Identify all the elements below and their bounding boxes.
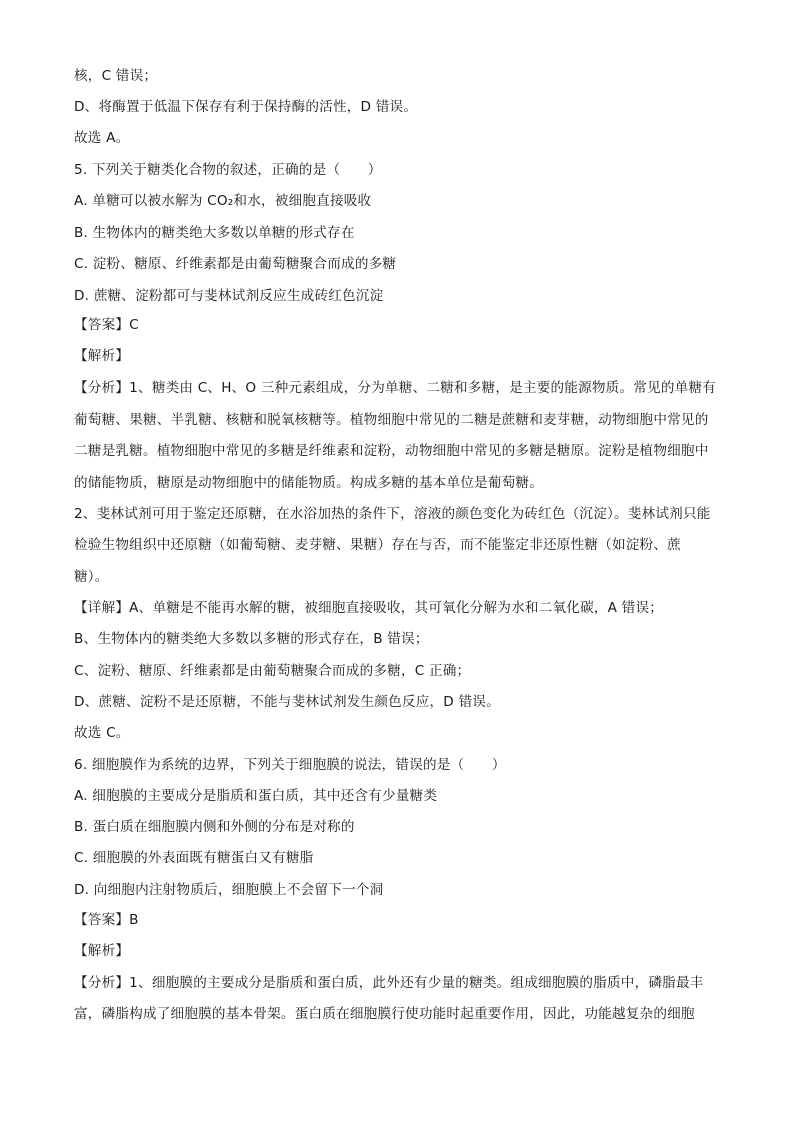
question-5-analysis-heading: 【解析】 — [74, 348, 130, 364]
question-6-answer: 【答案】B — [74, 912, 139, 928]
text-line: 【详解】A、单糖是不能再水解的糖，被细胞直接吸收，其可氧化分解为水和二氧化碳，A 错误； — [74, 600, 664, 616]
text-line: 2、斐林试剂可用于鉴定还原糖，在水浴加热的条件下，溶液的颜色变化为砖红色（沉淀）。斐林试剂只能 — [74, 506, 711, 522]
question-5-stem: 5. 下列关于糖类化合物的叙述，正确的是（ ） — [74, 162, 382, 178]
text-line: 糖）。 — [74, 569, 109, 585]
text-line: D、蔗糖、淀粉不是还原糖，不能与斐林试剂发生颜色反应，D 错误。 — [74, 694, 500, 710]
question-5-answer: 【答案】C — [74, 317, 139, 333]
question-5-option-a: A. 单糖可以被水解为 CO₂和水，被细胞直接吸收 — [74, 193, 372, 209]
text-line: 葡萄糖、果糖、半乳糖、核糖和脱氧核糖等。植物细胞中常见的二糖是蔗糖和麦芽糖，动物细胞中常见的 — [74, 412, 709, 428]
question-5-option-d: D. 蔗糖、淀粉都可与斐林试剂反应生成砖红色沉淀 — [74, 288, 384, 304]
question-6-option-a: A. 细胞膜的主要成分是脂质和蛋白质，其中还含有少量糖类 — [74, 788, 438, 804]
text-line: B、生物体内的糖类绝大多数以多糖的形式存在，B 错误； — [74, 631, 429, 647]
text-line: 检验生物组织中还原糖（如葡萄糖、麦芽糖、果糖）存在与否，而不能鉴定非还原性糖（如淀粉、蔗 — [74, 537, 681, 553]
text-line: 的储能物质，糖原是动物细胞中的储能物质。构成多糖的基本单位是葡萄糖。 — [74, 475, 543, 491]
question-6-option-d: D. 向细胞内注射物质后，细胞膜上不会留下一个洞 — [74, 882, 384, 898]
text-line: 【分析】1、糖类由 C、H、O 三种元素组成，分为单糖、二糖和多糖，是主要的能源物质。常见的单糖有 — [74, 380, 717, 396]
question-5-option-b: B. 生物体内的糖类绝大多数以单糖的形式存在 — [74, 225, 355, 241]
text-line: D、将酶置于低温下保存有利于保持酶的活性，D 错误。 — [74, 99, 418, 115]
question-6-stem: 6. 细胞膜作为系统的边界，下列关于细胞膜的说法，错误的是（ ） — [74, 757, 506, 773]
text-line: 核，C 错误； — [74, 68, 158, 84]
question-6-option-b: B. 蛋白质在细胞膜内侧和外侧的分布是对称的 — [74, 819, 355, 835]
text-line: 故选 C。 — [74, 725, 130, 741]
question-6-analysis-heading: 【解析】 — [74, 943, 130, 959]
text-line: 【分析】1、细胞膜的主要成分是脂质和蛋白质，此外还有少量的糖类。组成细胞膜的脂质中，磷脂最丰 — [74, 975, 704, 991]
text-line: 富，磷脂构成了细胞膜的基本骨架。蛋白质在细胞膜行使功能时起重要作用，因此，功能越复杂的细胞 — [74, 1006, 695, 1022]
text-line: C、淀粉、糖原、纤维素都是由葡萄糖聚合而成的多糖，C 正确； — [74, 663, 471, 679]
text-line: 故选 A。 — [74, 130, 130, 146]
text-line: 二糖是乳糖。植物细胞中常见的多糖是纤维素和淀粉，动物细胞中常见的多糖是糖原。淀粉是植物细胞中 — [74, 443, 709, 459]
question-5-option-c: C. 淀粉、糖原、纤维素都是由葡萄糖聚合而成的多糖 — [74, 256, 397, 272]
question-6-option-c: C. 细胞膜的外表面既有糖蛋白又有糖脂 — [74, 850, 314, 866]
